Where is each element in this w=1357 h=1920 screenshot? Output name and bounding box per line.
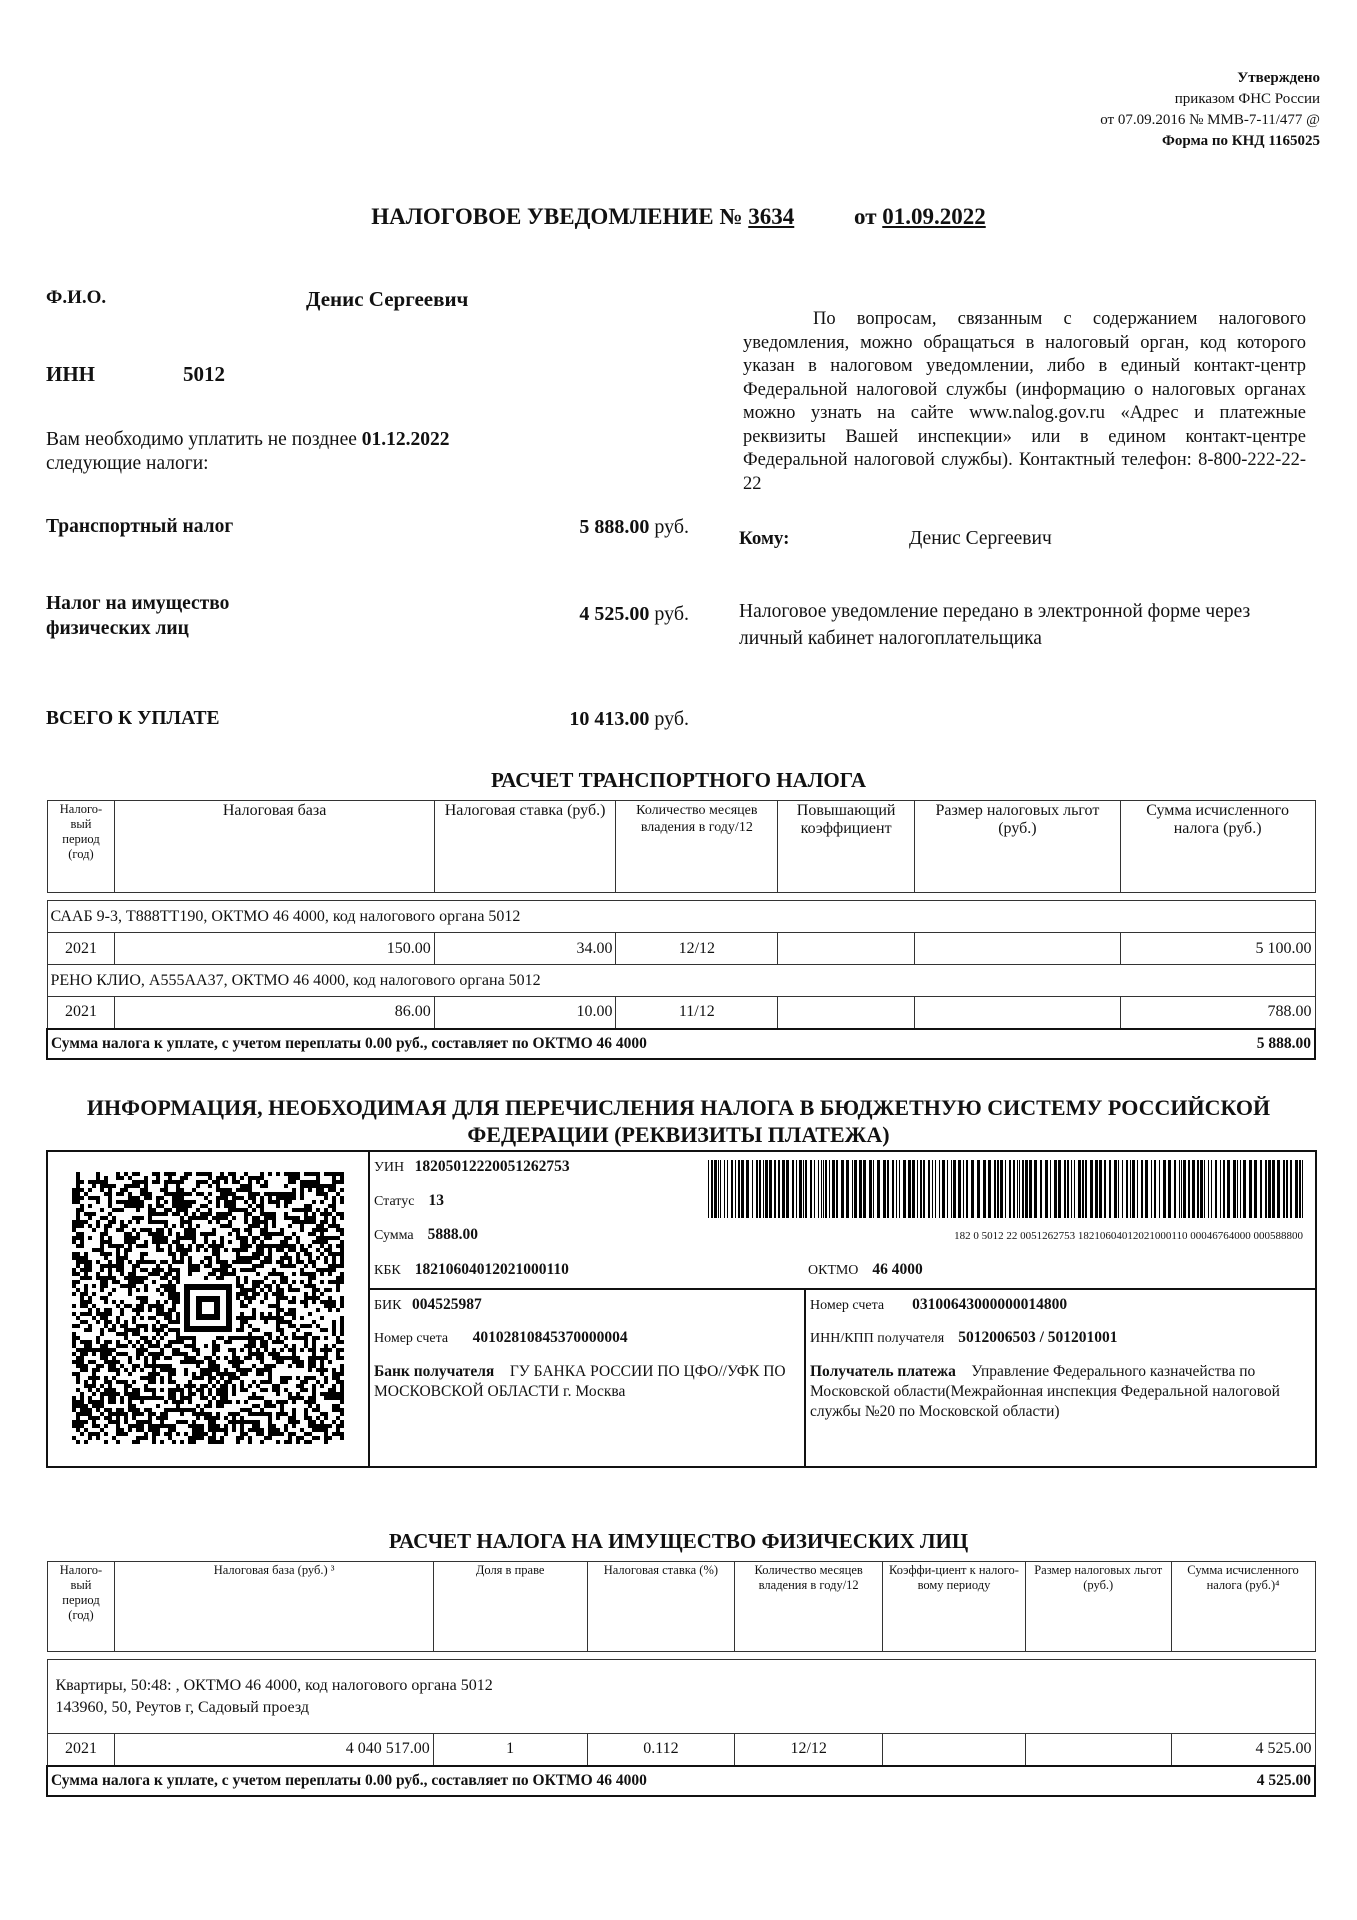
transport-total-sum: 5 888.00 (1120, 1029, 1315, 1059)
payment-details (46, 1150, 1317, 1468)
th-months: Количество месяцев владения в году/12 (735, 1562, 883, 1652)
form-code: Форма по КНД 1165025 (1161, 133, 1320, 149)
info-text: По вопросам, связанным с содержанием налогового уведомления, можно обращаться в налоговый орган, код которого указан в налоговом уведомлении, либо в единый контакт-центр Федеральной налоговой службы (информацию о налоговых органах можно узнать на сайте www.nalog.gov.ru «Адрес и платежные реквизиты Вашей инспекции» или в едином контакт-центре Федеральной налоговой службы). Контактный телефон: 8-800-222-22-22 (743, 309, 1306, 494)
th-sum: Сумма исчисленного налога (руб.) (1120, 801, 1315, 893)
notice-date: 01.09.2022 (882, 204, 986, 229)
qr-code-icon (72, 1172, 344, 1444)
oktmo-field: ОКТМО 46 4000 (808, 1261, 923, 1278)
property-table (46, 1561, 1316, 1797)
th-rate: Налоговая ставка (руб.) (434, 801, 616, 893)
row-base: 150.00 (115, 933, 434, 965)
row-benefit (915, 997, 1121, 1029)
row-year: 2021 (47, 933, 115, 965)
barcode-icon (708, 1160, 1303, 1218)
row-base: 4 040 517.00 (115, 1734, 433, 1766)
divider (804, 1288, 806, 1466)
account2-field: Номер счета 03100643000000014800 (810, 1296, 1068, 1313)
th-benefit: Размер налоговых льгот (руб.) (915, 801, 1121, 893)
inn-kpp-field: ИНН/КПП получателя 5012006503 / 501201001 (810, 1329, 1118, 1346)
approved-order-number: от 07.09.2016 № ММВ-7-11/477 @ (1100, 112, 1320, 128)
approved-order: приказом ФНС России (1174, 91, 1320, 107)
notice-number: 3634 (748, 204, 795, 229)
tax-name-property: Налог на имущество физических лиц (46, 593, 230, 639)
th-base: Налоговая база (115, 801, 434, 893)
title-from: от (854, 204, 877, 229)
inn-label: ИНН (46, 362, 96, 386)
pay-notice (46, 428, 450, 476)
property-address: 143960, 50, Реутов г, Садовый проезд (55, 1698, 309, 1716)
fio-label: Ф.И.О. (46, 287, 107, 308)
row-benefit (1025, 1734, 1171, 1766)
sum-field: Сумма 5888.00 (374, 1226, 479, 1243)
barcode-text: 182 0 5012 22 0051262753 18210604012021000110 00046764000 000588800 (954, 1230, 1303, 1242)
tax-name-transport: Транспортный налог (46, 516, 234, 537)
title-prefix: НАЛОГОВОЕ УВЕДОМЛЕНИЕ № (371, 204, 743, 229)
inn-value: 5012 (183, 362, 225, 386)
transport-total-text: Сумма налога к уплате, с учетом переплаты 0.00 руб., составляет по ОКТМО 46 4000 (47, 1029, 1120, 1059)
payment-title: ИНФОРМАЦИЯ, НЕОБХОДИМАЯ ДЛЯ ПЕРЕЧИСЛЕНИЯ НАЛОГА В БЮДЖЕТНУЮ СИСТЕМУ РОССИЙСКОЙ ФЕДЕРАЦИИ (РЕКВИЗИТЫ ПЛАТЕЖА) (86, 1095, 1271, 1147)
th-rate: Налоговая ставка (%) (587, 1562, 735, 1652)
th-period: Налого-вый период (год) (47, 801, 115, 893)
property-total-sum: 4 525.00 (1171, 1766, 1315, 1796)
row-months: 12/12 (735, 1734, 883, 1766)
page-title (0, 204, 1357, 230)
tax-amount-property: 4 525.00 руб. (579, 603, 689, 625)
row-coef (778, 997, 915, 1029)
total-label: ВСЕГО К УПЛАТЕ (46, 708, 220, 729)
uin-field: УИН 18205012220051262753 (374, 1158, 570, 1175)
qr-code (48, 1152, 370, 1466)
row-rate: 0.112 (587, 1734, 735, 1766)
row-months: 12/12 (616, 933, 778, 965)
to-label: Кому: (739, 528, 790, 549)
th-period: Налого-вый период (год) (47, 1562, 115, 1652)
pay-notice-text2: следующие налоги: (46, 453, 209, 474)
property-object-line: Квартиры, 50:48: , ОКТМО 46 4000, код налогового органа 5012 (55, 1676, 493, 1694)
row-rate: 10.00 (434, 997, 616, 1029)
account-field: Номер счета 40102810845370000004 (374, 1329, 628, 1346)
th-sum: Сумма исчисленного налога (руб.)⁴ (1171, 1562, 1315, 1652)
total-amount: 10 413.00 руб. (569, 708, 689, 730)
divider (368, 1288, 1317, 1290)
property-total-text: Сумма налога к уплате, с учетом переплаты 0.00 руб., составляет по ОКТМО 46 4000 (47, 1766, 1171, 1796)
row-benefit (915, 933, 1121, 965)
tax-amount-transport: 5 888.00 руб. (579, 516, 689, 538)
th-share: Доля в праве (433, 1562, 587, 1652)
row-sum: 5 100.00 (1120, 933, 1315, 965)
row-months: 11/12 (616, 997, 778, 1029)
approved-line: Утверждено (1237, 70, 1320, 86)
property-title: РАСЧЕТ НАЛОГА НА ИМУЩЕСТВО ФИЗИЧЕСКИХ ЛИЦ (388, 1529, 969, 1553)
row-year: 2021 (47, 1734, 115, 1766)
th-coef: Коэффи-циент к налого-вому периоду (883, 1562, 1026, 1652)
row-rate: 34.00 (434, 933, 616, 965)
row-sum: 788.00 (1120, 997, 1315, 1029)
approval-stamp (1100, 68, 1320, 152)
fio-value: Денис Сергеевич (306, 287, 469, 311)
bik-field: БИК 004525987 (374, 1296, 482, 1313)
row-coef (778, 933, 915, 965)
transport-title: РАСЧЕТ ТРАНСПОРТНОГО НАЛОГА (491, 768, 866, 792)
to-name: Денис Сергеевич (909, 528, 1052, 549)
th-benefit: Размер налоговых льгот (руб.) (1025, 1562, 1171, 1652)
kbk-field: КБК 18210604012021000110 (374, 1261, 569, 1278)
th-coef: Повышающий коэффициент (778, 801, 915, 893)
row-share: 1 (433, 1734, 587, 1766)
vehicle-desc: СААБ 9-3, Т888ТТ190, ОКТМО 46 4000, код налогового органа 5012 (47, 901, 1315, 933)
vehicle-desc: РЕНО КЛИО, А555АА37, ОКТМО 46 4000, код налогового органа 5012 (47, 965, 1315, 997)
transport-table (46, 800, 1316, 1060)
status-field: Статус 13 (374, 1192, 444, 1209)
row-sum: 4 525.00 (1171, 1734, 1315, 1766)
bank-field: Банк получателя ГУ БАНКА РОССИИ ПО ЦФО//УФК ПО МОСКОВСКОЙ ОБЛАСТИ г. Москва (374, 1363, 786, 1400)
row-base: 86.00 (115, 997, 434, 1029)
deadline: 01.12.2022 (361, 429, 450, 450)
th-base: Налоговая база (руб.) ³ (115, 1562, 433, 1652)
delivery-note: Налоговое уведомление передано в электронной форме через личный кабинет налогоплательщика (739, 601, 1251, 649)
th-months: Количество месяцев владения в году/12 (616, 801, 778, 893)
row-year: 2021 (47, 997, 115, 1029)
recipient-field: Получатель платежа Управление Федерального казначейства по Московской области(Межрайонная инспекция Федеральной налоговой службы №20 по Московской области) (810, 1363, 1280, 1420)
property-object (47, 1660, 1315, 1734)
pay-notice-text: Вам необходимо уплатить не позднее (46, 429, 357, 450)
row-coef (883, 1734, 1026, 1766)
